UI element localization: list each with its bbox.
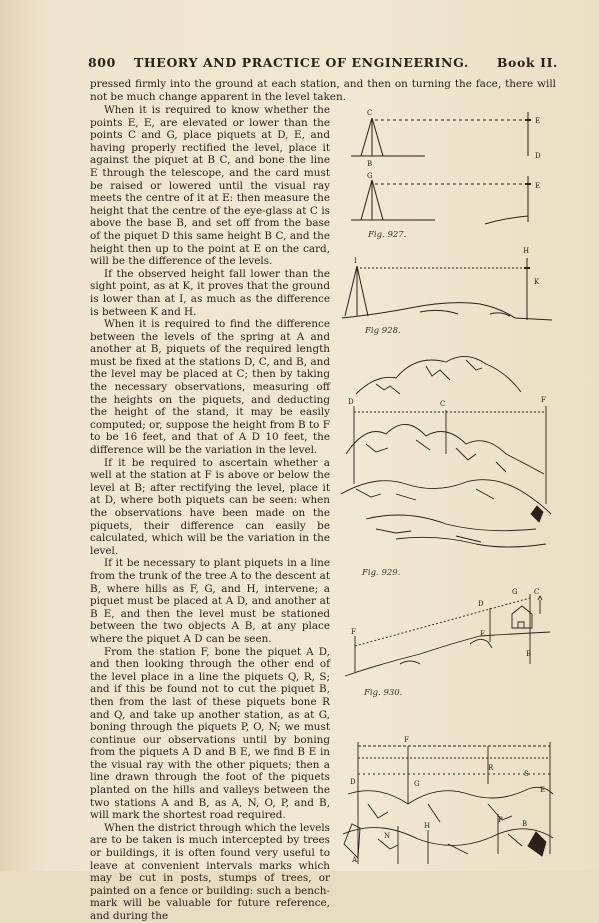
paragraph-6: From the station F, bone the piquet A D, and then looking through the other end of the level place in a line the piquets Q, R, S; and if this be found not to cut the piquet B, then from the last of these piquets bone R and Q, and take up another station, as at G, boning through the piquets P, O, N; we must continue our observations until by boning from the piquets A D and B E, we find B E in the visual ray with the other piquets; then a line drawn through the foot of the piquets planted on the hills and valleys between the two stations A and B, as A, N, O, P, and B, will mark the shortest road required.	[90, 645, 330, 822]
fig931-label-a: A	[352, 856, 358, 864]
figure-930-well-levels	[340, 584, 555, 684]
figure-927-level-diagram	[345, 104, 555, 244]
fig927-caption: Fig. 927.	[368, 230, 407, 240]
fig929-label-c: C	[440, 400, 446, 408]
fig930-label-c: C	[534, 588, 540, 596]
fig931-label-p: P	[498, 816, 503, 824]
fig930-label-e: E	[480, 630, 486, 638]
fig930-caption: Fig. 930.	[364, 688, 403, 698]
fig931-label-r: R	[488, 764, 494, 772]
fig927-label-e2: E	[535, 182, 541, 190]
fig931-label-s: S	[524, 770, 529, 778]
fig927-label-d: D	[535, 152, 541, 160]
fig930-label-f: F	[351, 628, 356, 636]
paragraph-7: When the district through which the levels are to be taken is much intercepted by trees or buildings, it is often found very useful to leave at convenient intervals marks which may be cut in posts, stumps of trees, or painted on a fence or building: such a bench-mark will be valuable for future reference, and during the	[90, 821, 330, 922]
paragraph-5: If it be necessary to plant piquets in a line from the trunk of the tree A to the descent at B, where hills as F, G, and H, intervene; a piquet must be placed at A D, and another at B E, and then the level must be stationed between the two objects A B, at any place where the piquet A D can be seen.	[90, 557, 330, 645]
fig928-caption: Fig 928.	[365, 326, 401, 336]
fig927-label-e1: E	[535, 117, 541, 125]
fig931-label-h: H	[424, 822, 431, 830]
fig927-label-b: B	[367, 160, 373, 168]
fig930-label-d: D	[478, 600, 484, 608]
fig931-label-e: E	[540, 786, 546, 794]
fig930-label-b: B	[526, 650, 532, 658]
fig929-label-d: D	[348, 398, 354, 406]
running-header	[88, 55, 558, 75]
paragraph-1: When it is required to know whether the points E, E, are elevated or lower than the points C and G, place piquets at D, E, and having properly rectified the level, place it against the piquet at B C, and bone the line E through the telescope, and the card must be raised or lowered until the visual ray meets the centre of it at E: then measure the height that the centre of the eye-glass at C is above the base B, and set off from the base of the piquet D this same height B C, and the height then up to the point at E on the card, will be the difference of the levels.	[90, 104, 330, 268]
fig931-label-g: G	[414, 780, 420, 788]
fig931-label-n: N	[384, 832, 391, 840]
fig931-label-b: B	[522, 820, 528, 828]
running-title: THEORY AND PRACTICE OF ENGINEERING.	[134, 55, 469, 70]
fig931-label-d: D	[350, 778, 356, 786]
figure-931-road-levels	[338, 734, 556, 871]
figure-928-sight-diagram	[340, 244, 555, 326]
fig929-caption: Fig. 929.	[362, 568, 401, 578]
paragraph-4: If it be required to ascertain whether a well at the station at F is above or below the level at B; after rectifying the level, place it at D, where both piquets can be seen: when the observations have been made on the piquets, their difference can easily be calculated, which will be the variation in the level.	[90, 456, 330, 557]
text-column	[90, 104, 330, 923]
figure-929-spring-levels	[336, 344, 554, 564]
fig928-label-k: K	[534, 278, 540, 286]
intro-paragraph	[90, 78, 556, 103]
page-number: 800	[88, 55, 116, 70]
fig927-label-g: G	[367, 172, 373, 180]
fig930-label-g: G	[512, 588, 518, 596]
book-label: Book II.	[496, 55, 558, 70]
paragraph-2: If the observed height fall lower than the sight point, as at K, it proves that the ground is lower than at I, as much as the difference is between K and H.	[90, 267, 330, 318]
fig927-label-c: C	[367, 109, 373, 117]
intro-text: pressed firmly into the ground at each station, and then on turning the face, there will not be much change apparent in the level taken.	[90, 78, 556, 103]
fig931-label-f: F	[404, 736, 409, 744]
fig928-label-h: H	[523, 247, 530, 255]
paragraph-3: When it is required to find the difference between the levels of the spring at A and another at B, piquets of the required length must be fixed at the stations D, C, and B, and the level may be placed at C; then by taking the necessary observations, measuring off the heights on the piquets, and deducting the height of the stand, it may be easily computed; or, suppose the height from B to F to be 16 feet, and that of A D 10 feet, the difference will be the variation in the level.	[90, 318, 330, 457]
fig928-label-i: I	[354, 257, 357, 265]
fig929-label-f: F	[541, 396, 546, 404]
